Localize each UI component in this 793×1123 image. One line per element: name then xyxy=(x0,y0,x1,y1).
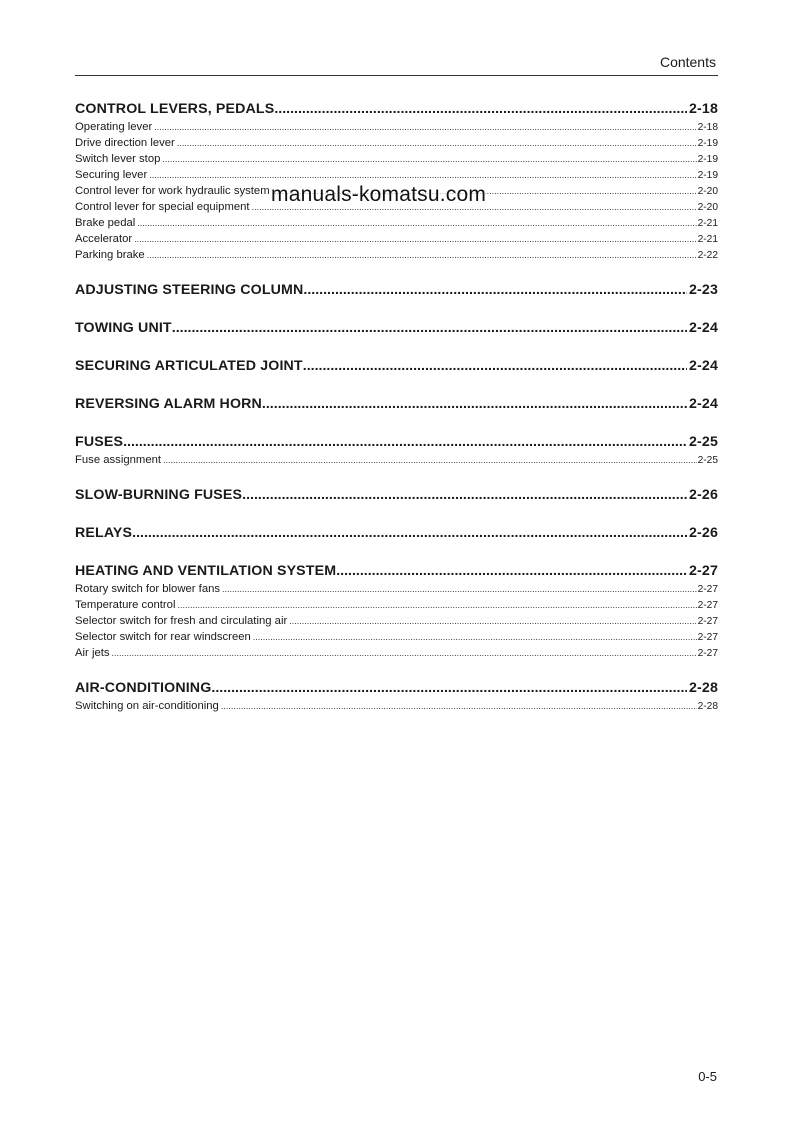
toc-heading xyxy=(75,320,718,338)
toc-entry-page: 2-25 xyxy=(697,455,718,466)
toc-heading-title: FUSES xyxy=(75,434,124,450)
dot-leader xyxy=(242,487,687,503)
toc-entry-page: 2-27 xyxy=(697,584,718,595)
toc-entry xyxy=(75,215,718,231)
toc-entry-page: 2-19 xyxy=(697,154,718,165)
dot-leader xyxy=(161,452,697,468)
toc-heading-page: 2-25 xyxy=(689,434,718,450)
toc-heading xyxy=(75,563,718,581)
dot-leader xyxy=(132,525,687,541)
dot-leader xyxy=(110,645,697,661)
toc-section xyxy=(75,282,718,300)
toc-heading xyxy=(75,434,718,452)
dot-leader xyxy=(303,282,687,298)
toc-entry-page: 2-21 xyxy=(697,218,718,229)
toc-entry-title: Securing lever xyxy=(75,169,148,181)
toc-entry-page: 2-27 xyxy=(697,616,718,627)
toc-entry-title: Control lever for work hydraulic system xyxy=(75,185,270,197)
toc-heading xyxy=(75,282,718,300)
toc-entry-page: 2-27 xyxy=(697,632,718,643)
toc-entry-page: 2-28 xyxy=(697,701,718,712)
toc-entry-title: Rotary switch for blower fans xyxy=(75,583,221,595)
toc-entry-page: 2-27 xyxy=(697,600,718,611)
toc-heading-title: RELAYS xyxy=(75,525,133,541)
toc-entry-title: Selector switch for fresh and circulating air xyxy=(75,615,288,627)
dot-leader xyxy=(135,215,696,231)
toc-entry-page: 2-22 xyxy=(697,250,718,261)
toc-entry-title: Switch lever stop xyxy=(75,153,161,165)
toc-entry-title: Control lever for special equipment xyxy=(75,201,250,213)
toc-entry xyxy=(75,645,718,661)
dot-leader xyxy=(251,629,697,645)
dot-leader xyxy=(287,613,696,629)
toc-heading-title: REVERSING ALARM HORN xyxy=(75,396,262,412)
toc-entry xyxy=(75,629,718,645)
toc-section xyxy=(75,487,718,505)
toc-section xyxy=(75,358,718,376)
toc-section xyxy=(75,525,718,543)
dot-leader xyxy=(303,358,687,374)
toc-section xyxy=(75,434,718,468)
toc-heading-page: 2-24 xyxy=(689,396,718,412)
toc-section xyxy=(75,320,718,338)
toc-section xyxy=(75,101,718,263)
toc-entry-title: Selector switch for rear windscreen xyxy=(75,631,251,643)
toc-section xyxy=(75,396,718,414)
toc-entry xyxy=(75,119,718,135)
page-header-title: Contents xyxy=(659,54,716,70)
toc-entry-page: 2-20 xyxy=(697,202,718,213)
toc-entry-title: Parking brake xyxy=(75,249,145,261)
toc-heading-title: SECURING ARTICULATED JOINT xyxy=(75,358,303,374)
header-divider xyxy=(75,75,718,76)
toc-entry-page: 2-19 xyxy=(697,170,718,181)
toc-heading xyxy=(75,396,718,414)
dot-leader xyxy=(336,563,687,579)
toc-entry-page: 2-19 xyxy=(697,138,718,149)
toc-heading xyxy=(75,525,718,543)
dot-leader xyxy=(211,680,687,696)
toc-heading-page: 2-28 xyxy=(689,680,718,696)
toc-heading-page: 2-18 xyxy=(689,101,718,117)
toc-heading-page: 2-23 xyxy=(689,282,718,298)
toc-entry-title: Drive direction lever xyxy=(75,137,175,149)
toc-entry-title: Temperature control xyxy=(75,599,176,611)
toc-heading-title: SLOW-BURNING FUSES xyxy=(75,487,243,503)
dot-leader xyxy=(160,151,696,167)
dot-leader xyxy=(175,135,697,151)
toc-entry-page: 2-18 xyxy=(697,122,718,133)
toc-heading-page: 2-26 xyxy=(689,487,718,503)
toc-entry-title: Accelerator xyxy=(75,233,133,245)
toc-entry xyxy=(75,452,718,468)
toc-entry-page: 2-21 xyxy=(697,234,718,245)
dot-leader xyxy=(220,581,697,597)
toc-entry-title: Air jets xyxy=(75,647,110,659)
toc-entry xyxy=(75,597,718,613)
toc-entry xyxy=(75,613,718,629)
toc-entry-page: 2-27 xyxy=(697,648,718,659)
dot-leader xyxy=(175,597,696,613)
toc-entry-title: Fuse assignment xyxy=(75,454,162,466)
dot-leader xyxy=(147,167,696,183)
dot-leader xyxy=(262,396,687,412)
toc-heading-title: CONTROL LEVERS, PEDALS xyxy=(75,101,275,117)
toc-entry-title: Switching on air-conditioning xyxy=(75,700,219,712)
toc-heading-page: 2-24 xyxy=(689,358,718,374)
toc-entry-title: Operating lever xyxy=(75,121,153,133)
dot-leader xyxy=(152,119,696,135)
toc-heading xyxy=(75,487,718,505)
toc-section xyxy=(75,680,718,714)
toc-heading xyxy=(75,680,718,698)
toc-entry xyxy=(75,698,718,714)
toc-entry xyxy=(75,135,718,151)
toc-entry xyxy=(75,247,718,263)
dot-leader xyxy=(172,320,687,336)
toc-heading-title: AIR-CONDITIONING xyxy=(75,680,212,696)
dot-leader xyxy=(132,231,696,247)
toc-heading-title: TOWING UNIT xyxy=(75,320,172,336)
toc-section xyxy=(75,563,718,661)
dot-leader xyxy=(123,434,687,450)
toc-entry-title: Brake pedal xyxy=(75,217,136,229)
toc-heading-page: 2-24 xyxy=(689,320,718,336)
toc-entry xyxy=(75,231,718,247)
toc-heading xyxy=(75,101,718,119)
watermark: manuals-komatsu.com xyxy=(271,183,487,206)
toc-heading-title: ADJUSTING STEERING COLUMN xyxy=(75,282,304,298)
toc-entry-page: 2-20 xyxy=(697,186,718,197)
toc-heading xyxy=(75,358,718,376)
page-number: 0-5 xyxy=(698,1069,717,1084)
toc-heading-page: 2-26 xyxy=(689,525,718,541)
toc-heading-title: HEATING AND VENTILATION SYSTEM xyxy=(75,563,337,579)
dot-leader xyxy=(274,101,687,117)
toc-entry xyxy=(75,581,718,597)
dot-leader xyxy=(219,698,697,714)
toc-heading-page: 2-27 xyxy=(689,563,718,579)
dot-leader xyxy=(145,247,697,263)
toc-entry xyxy=(75,151,718,167)
toc-entry xyxy=(75,167,718,183)
